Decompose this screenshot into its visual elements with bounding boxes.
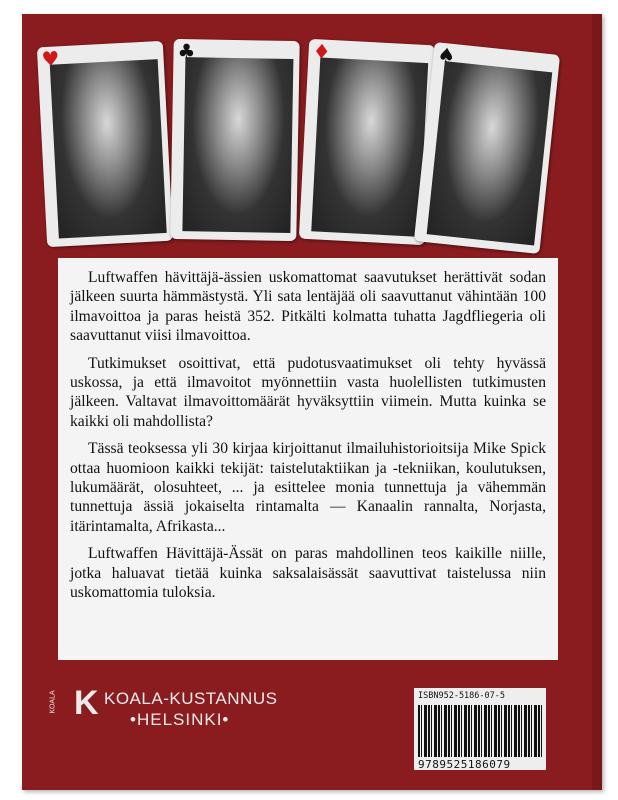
barcode-bars [418,705,542,757]
publisher-logo [49,684,392,732]
diamond-icon: ♦ [312,39,332,64]
portrait-photo [427,61,553,245]
blurb-paragraph: Tutkimukset osoittivat, että pudotusvaatimukset oli tehty hyvässä uskossa, ja että ilmavoitot myönnettiin vasta huolellisten tutkimusten jälkeen. Valtavat ilmavoittomäärät hyväksyttiin viimein. Mutta kuinka se kaikki oli mahdollista? [70,354,546,430]
blurb-paragraph: Luftwaffen hävittäjä-ässien uskomattomat saavutukset herättivät sodan jälkeen suurta hämmästystä. Yli sata lentäjää oli saavuttanut vähintään 100 ilmavoittoa ja paras heistä 352. Pitkälti kolmatta tuhatta Jagdfliegeria oli saavuttanut viisi ilmavoittoa. [70,269,546,345]
blurb-text-box [58,258,558,660]
publisher-city: •HELSINKI• [130,710,230,729]
ean-number: 9789525186079 [418,758,511,771]
playing-card-clubs [170,39,299,241]
spade-icon: ♠ [436,42,457,69]
playing-card-spades [414,42,560,254]
playing-card-diamonds [299,39,435,245]
isbn-text: ISBN952-5186-07-5 [418,691,505,701]
club-icon: ♣ [177,38,196,64]
barcode-label [414,688,546,770]
portrait-photo [311,57,428,236]
book-back-cover [22,14,602,790]
blurb-paragraph: Tässä teoksessa yli 30 kirjaa kirjoittanut ilmailuhistorioitsija Mike Spick ottaa huomioon kaikki tekijät: taistelutaktiikan ja -tekniikan, koulutuksen, lukumäärät, olosuhteet, ... ja esittelee monia tunnettuja ja vähemmän tunnettuja ässiä jokaiselta rintamalta — Kanaalin rannalta, Norjasta, itärintamalta, Afrikasta... [70,440,546,535]
heart-icon: ♥ [40,46,61,72]
publisher-name: KOALA-KUSTANNUS [104,689,278,708]
logo-small-text: KOALA [49,690,57,714]
portrait-photo [50,59,167,238]
portrait-photo [182,57,293,233]
koala-k-logo: K [74,684,99,722]
blurb-paragraph: Luftwaffen Hävittäjä-Ässät on paras mahdollinen teos kaikille niille, jotka haluavat tietää kuinka saksalaisässät saavuttivat taistelussa niin uskomattomia tuloksia. [70,545,546,602]
playing-card-hearts [37,41,173,247]
